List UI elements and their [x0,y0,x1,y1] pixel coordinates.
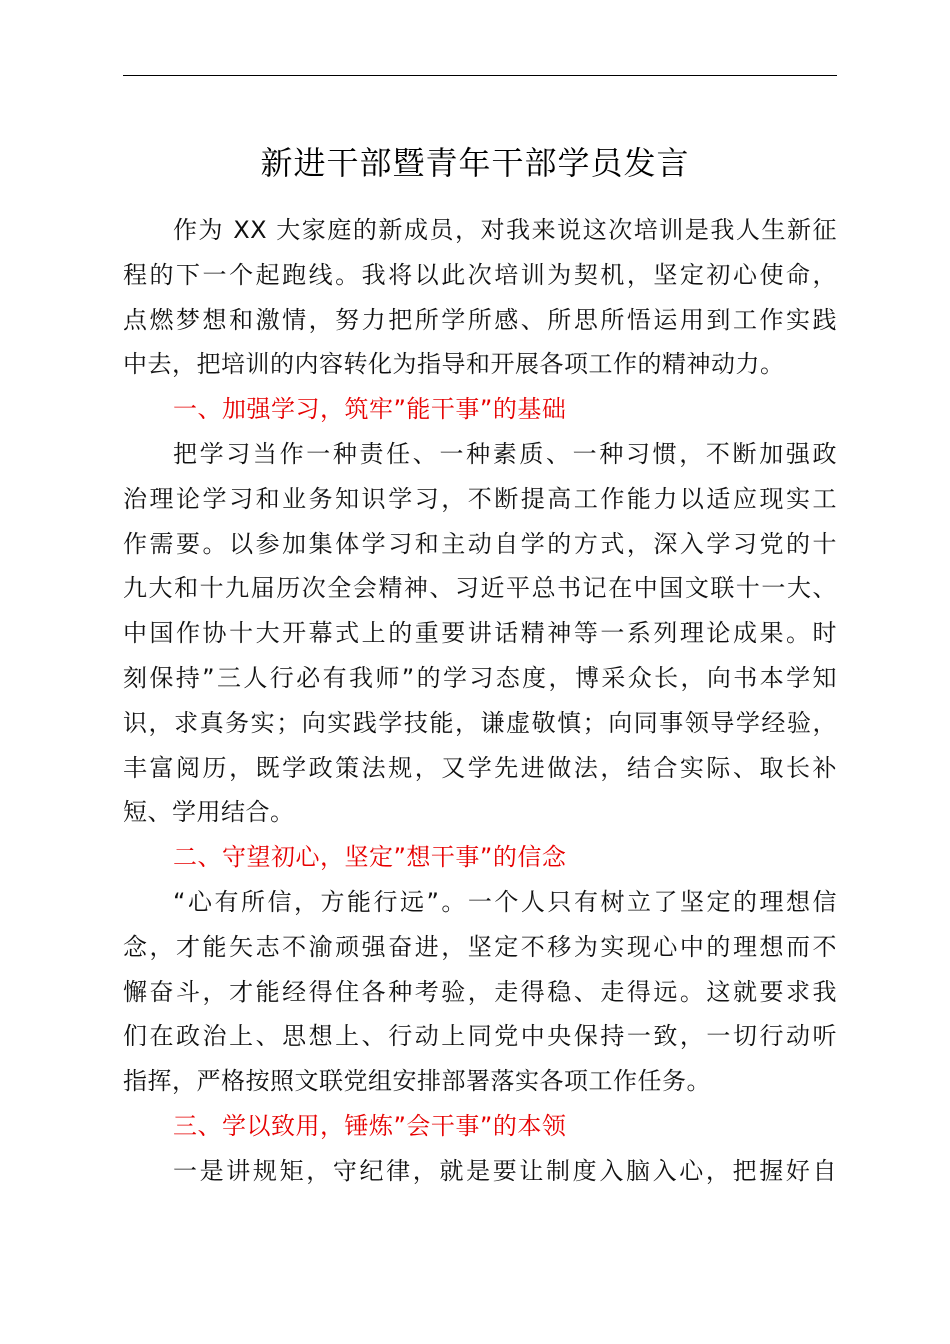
text-line: 识，求真务实；向实践学技能，谦虚敬慎；向同事领导学经验， [123,708,837,737]
text-line: 指挥，严格按照文联党组安排部署落实各项工作任务。 [123,1067,711,1096]
section-heading-1: 一、加强学习，筑牢”能干事”的基础 [173,395,567,424]
text-line: 一是讲规矩，守纪律，就是要让制度入脑入心，把握好自 [173,1156,837,1185]
text-line: 们在政治上、思想上、行动上同党中央保持一致，一切行动听 [123,1022,837,1051]
document-body [123,208,837,1194]
text-line: 念，才能矢志不渝顽强奋进，坚定不移为实现心中的理想而不 [123,932,837,961]
paragraph-1 [123,432,837,835]
text-line: 中国作协十大开幕式上的重要讲话精神等一系列理论成果。时 [123,619,837,648]
paragraph-2 [123,880,837,1104]
text-line: 九大和十九届历次全会精神、习近平总书记在中国文联十一大、 [123,574,837,603]
text-line: 懈奋斗，才能经得住各种考验，走得稳、走得远。这就要求我 [123,977,837,1006]
page-title: 新进干部暨青年干部学员发言 [260,144,690,182]
header-rule [123,75,837,76]
text-line: 刻保持”三人行必有我师”的学习态度，博采众长，向书本学知 [123,663,837,692]
text-line: “心有所信，方能行远”。一个人只有树立了坚定的理想信 [173,887,837,916]
text-line: 中去，把培训的内容转化为指导和开展各项工作的精神动力。 [123,350,785,379]
text-line: 点燃梦想和激情，努力把所学所感、所思所悟运用到工作实践 [123,305,837,334]
text-line: 作需要。以参加集体学习和主动自学的方式，深入学习党的十 [123,529,837,558]
text-line: 治理论学习和业务知识学习，不断提高工作能力以适应现实工 [123,484,837,513]
text-line: 丰富阅历，既学政策法规，又学先进做法，结合实际、取长补 [123,753,837,782]
paragraph-3 [123,1149,837,1194]
text-line: 程的下一个起跑线。我将以此次培训为契机，坚定初心使命， [123,260,837,289]
text-line: 把学习当作一种责任、一种素质、一种习惯，不断加强政 [173,439,837,468]
text-line: 作为 XX 大家庭的新成员，对我来说这次培训是我人生新征 [173,216,837,244]
section-heading-3: 三、学以致用，锤炼”会干事”的本领 [173,1111,567,1140]
paragraph-intro [123,208,837,387]
text-line: 短、学用结合。 [123,798,295,827]
section-heading-2: 二、守望初心，坚定”想干事”的信念 [173,843,567,872]
